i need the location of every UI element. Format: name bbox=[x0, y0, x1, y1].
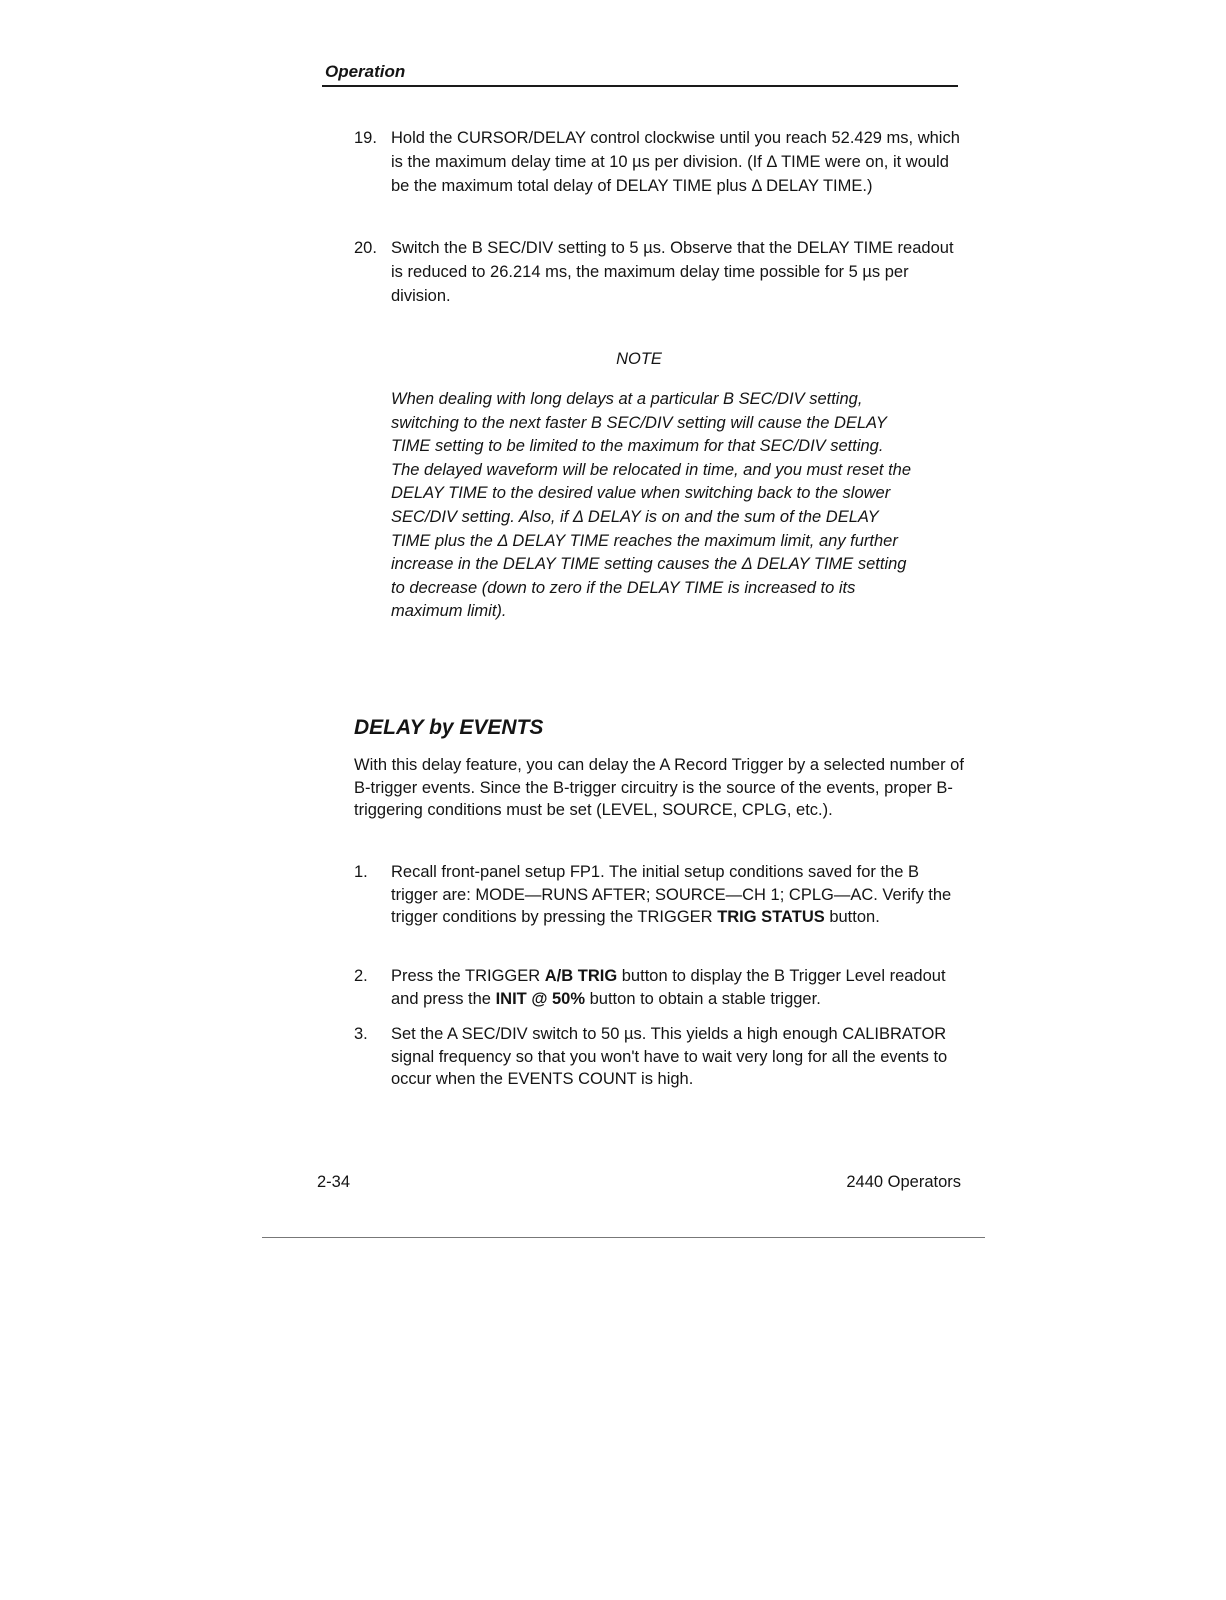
events-step-1 bbox=[354, 861, 964, 929]
step-number: 3. bbox=[354, 1025, 368, 1043]
events-step-3 bbox=[354, 1023, 964, 1091]
section-intro: With this delay feature, you can delay the A Record Trigger by a selected number of B-trigger events. Since the B-trigger circuitry is the source of the events, proper B-triggering conditions must be set (LEVEL, SOURCE, CPLG, etc.). bbox=[354, 756, 964, 819]
page-section-title: Operation bbox=[325, 62, 406, 81]
step-19 bbox=[354, 126, 960, 198]
step-number: 20. bbox=[354, 239, 377, 257]
events-step-2 bbox=[354, 965, 964, 1010]
step-text-part: Press the TRIGGER bbox=[391, 967, 545, 985]
section-heading: DELAY by EVENTS bbox=[354, 716, 544, 739]
step-text-part: button to obtain a stable trigger. bbox=[585, 989, 821, 1008]
step-text: Set the A SEC/DIV switch to 50 µs. This yields a high enough CALIBRATOR signal frequency so that you won't have to wait very long for all the events to occur when the EVENTS COUNT is high. bbox=[391, 1025, 948, 1088]
page-number: 2-34 bbox=[317, 1173, 351, 1191]
step-20 bbox=[354, 236, 960, 308]
step-text bbox=[391, 861, 964, 929]
footer-rule bbox=[262, 1237, 985, 1238]
trig-status-key: TRIG STATUS bbox=[717, 908, 825, 926]
note-title: NOTE bbox=[616, 350, 662, 368]
step-text bbox=[391, 965, 964, 1010]
step-text-part: button. bbox=[824, 908, 880, 926]
header-rule bbox=[322, 85, 958, 87]
step-text: Switch the B SEC/DIV setting to 5 µs. Observe that the DELAY TIME readout is reduced to 26.214 ms, the maximum delay time possible for 5 µs per division. bbox=[391, 239, 954, 305]
ab-trig-key: A/B TRIG bbox=[544, 967, 618, 985]
init-50-key: INIT @ 50% bbox=[495, 989, 586, 1008]
note-body: When dealing with long delays at a particular B SEC/DIV setting, switching to the next faster B SEC/DIV setting will cause the DELAY TIME setting to be limited to the maximum for that SEC/DIV setting. The delayed waveform will be relocated in time, and you must reset the DELAY TIME to the desired value when switching back to the slower SEC/DIV setting. Also, if Δ DELAY is on and the sum of the DELAY TIME plus the Δ DELAY TIME reaches the maximum limit, any further increase in the DELAY TIME setting causes the Δ DELAY TIME setting to decrease (down to zero if the DELAY TIME is increased to its maximum limit). bbox=[391, 390, 912, 621]
step-number: 2. bbox=[354, 967, 368, 985]
step-number: 19. bbox=[354, 129, 377, 147]
manual-name: 2440 Operators bbox=[846, 1173, 961, 1191]
step-text-part: button to display the B Trigger Level readout and press the bbox=[391, 967, 946, 1008]
step-text: Hold the CURSOR/DELAY control clockwise until you reach 52.429 ms, which is the maximum delay time at 10 µs per division. (If Δ TIME were on, it would be the maximum total delay of DELAY TIME plus Δ DELAY TIME.) bbox=[391, 129, 960, 195]
step-number: 1. bbox=[354, 863, 368, 881]
step-text-part: Recall front-panel setup FP1. The initial setup conditions saved for the B trigger are: MODE—RUNS AFTER; SOURCE—CH 1; CPLG—AC. Verify the trigger conditions by pressing the TRIGGER bbox=[391, 863, 952, 926]
